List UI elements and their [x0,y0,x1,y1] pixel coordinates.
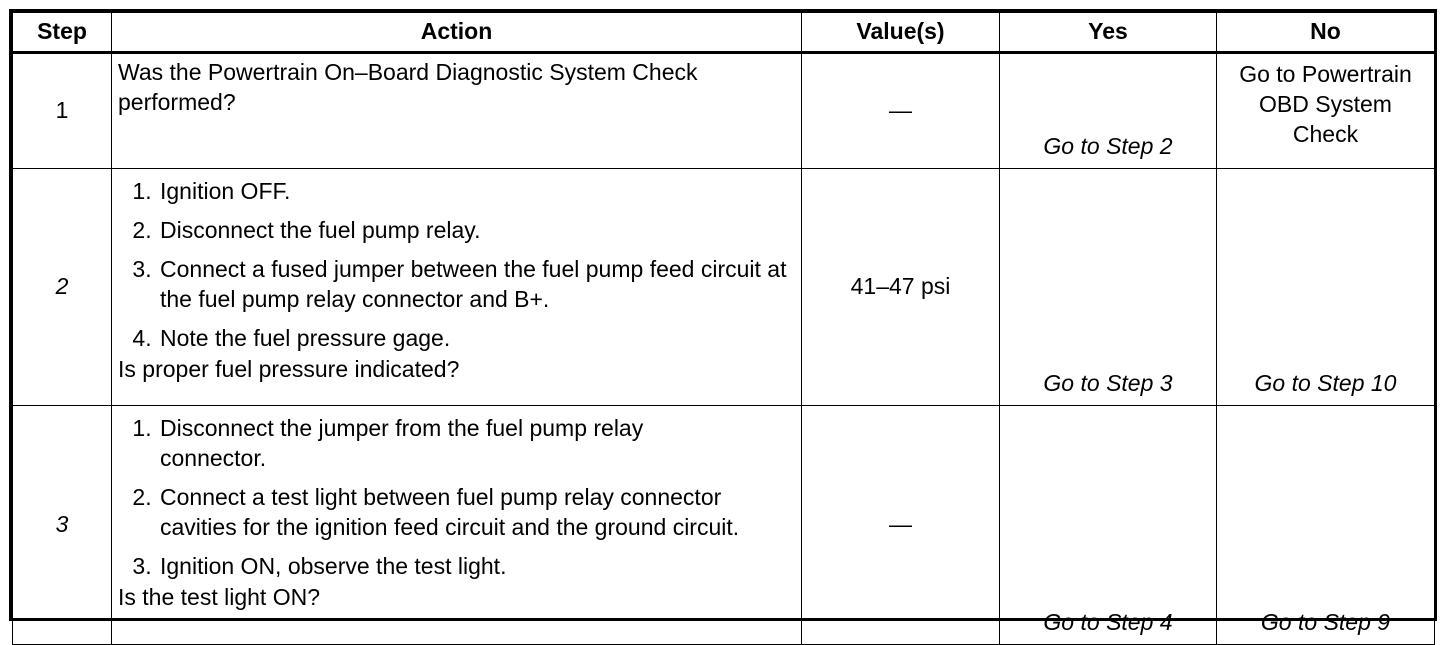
table-row [13,169,1435,406]
header-row [13,13,1435,53]
action-step-item: 1. Ignition OFF. [158,177,791,207]
step-number: 3 [13,406,112,645]
action-question: Is the test light ON? [118,584,320,611]
no-cell [1217,53,1435,169]
no-goto: Go to Step 9 [1260,609,1391,636]
table-row [13,406,1435,645]
action-step-item: 4. Note the fuel pressure gage. [158,324,791,354]
table-row [13,53,1435,169]
action-text: Was the Powertrain On–Board Diagnostic System Check performed? [118,59,698,115]
value-text: 41–47 psi [850,273,951,300]
header-action: Action [112,13,802,53]
yes-goto: Go to Step 3 [1043,370,1173,397]
action-steps-list [118,414,791,581]
header-no: No [1217,13,1435,53]
no-cell [1217,406,1435,645]
diagnostic-table-frame [9,9,1437,636]
yes-goto: Go to Step 2 [1043,133,1173,160]
yes-cell [1000,406,1217,645]
action-cell [112,406,802,645]
action-step-item: 3. Connect a fused jumper between the fuel pump feed circuit at the fuel pump relay connector and B+. [158,255,791,315]
yes-cell [1000,169,1217,406]
action-step-item: 2. Disconnect the fuel pump relay. [158,216,791,246]
value-text: — [889,97,912,124]
no-goto: Go to Powertrain OBD System Check [1239,61,1412,147]
no-goto: Go to Step 10 [1254,370,1397,397]
value-cell [802,169,1000,406]
action-steps-list [118,177,791,353]
header-yes: Yes [1000,13,1217,53]
value-cell [802,406,1000,645]
action-step-item: 1. Disconnect the jumper from the fuel pump relay connector. [158,414,791,474]
header-step: Step [13,13,112,53]
yes-cell [1000,53,1217,169]
value-cell [802,53,1000,169]
action-step-item: 3. Ignition ON, observe the test light. [158,552,791,582]
action-cell [112,53,802,169]
step-number: 2 [13,169,112,406]
step-number: 1 [13,53,112,169]
value-text: — [889,511,912,538]
yes-goto: Go to Step 4 [1043,609,1173,636]
header-values: Value(s) [802,13,1000,53]
no-cell [1217,169,1435,406]
action-step-item: 2. Connect a test light between fuel pump relay connector cavities for the ignition feed circuit and the ground circuit. [158,483,791,543]
action-question: Is proper fuel pressure indicated? [118,356,460,383]
action-cell [112,169,802,406]
diagnostic-table [12,12,1435,645]
